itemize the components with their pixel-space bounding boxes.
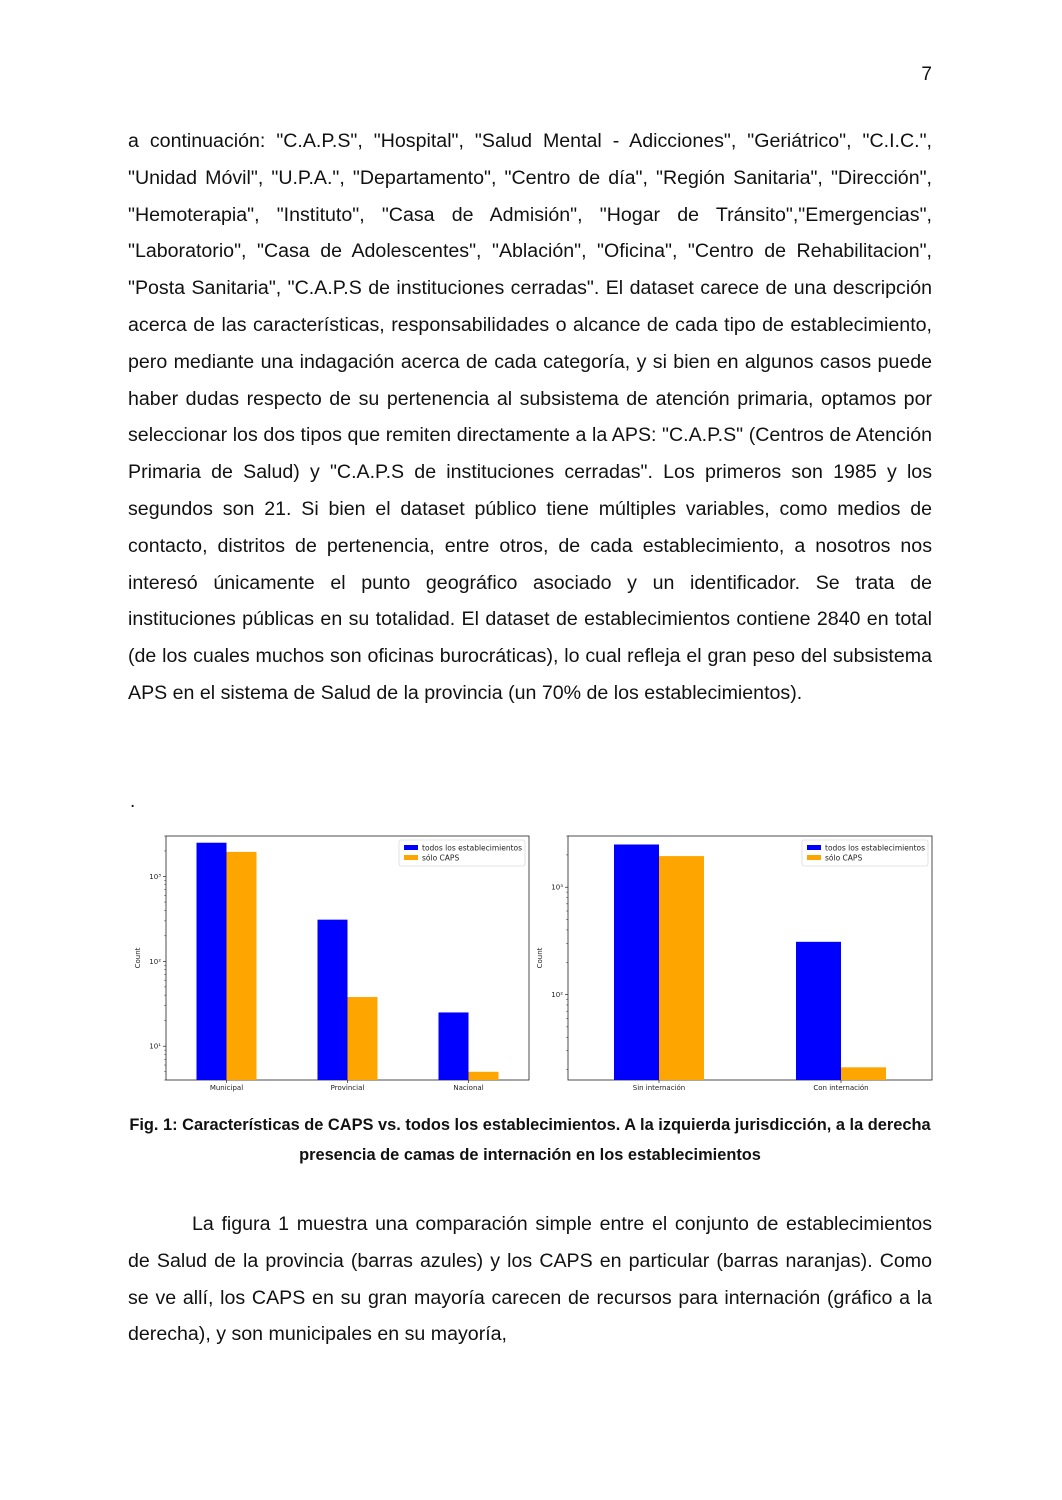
- bar-todos-1: [318, 920, 348, 1080]
- legend-label-0: todos los establecimientos: [422, 843, 523, 853]
- legend-swatch-0: [807, 845, 821, 850]
- legend-swatch-1: [807, 855, 821, 860]
- bar-caps-1: [348, 997, 378, 1080]
- bar-todos-2: [439, 1012, 469, 1080]
- chart-jurisdiccion-svg: [128, 828, 530, 1096]
- x-tick-label: Sin internación: [632, 1084, 686, 1092]
- legend-swatch-0: [404, 845, 418, 850]
- chart-internacion: [530, 828, 934, 1096]
- figure-caption: Fig. 1: Características de CAPS vs. todos los establecimientos. A la izquierda jurisdicción, a la derecha presencia de camas de internación en los establecimientos: [129, 1116, 931, 1164]
- bar-caps-0: [659, 856, 704, 1080]
- bar-caps-0: [227, 852, 257, 1080]
- y-tick-label: 10³: [149, 872, 161, 881]
- x-tick-label: Nacional: [453, 1084, 484, 1092]
- body-paragraph-1: a continuación: "C.A.P.S", "Hospital", "Salud Mental - Adicciones", "Geriátrico", "C.I.C.", "Unidad Móvil", "U.P.A.", "Departamento", "Centro de día", "Región Sanitaria", "Dirección", "Hemoterapia", "Instituto", "Casa de Admisión", "Hogar de Tránsito","Emergencias", "Laboratorio", "Casa de Adolescentes", "Ablación", "Oficina", "Centro de Rehabilitacion", "Posta Sanitaria", "C.A.P.S de instituciones cerradas". El dataset carece de una descripción acerca de las características, responsabilidades o alcance de cada tipo de establecimiento, pero mediante una indagación acerca de cada categoría, y si bien en algunos casos puede haber dudas respecto de su pertenencia al subsistema de atención primaria, optamos por seleccionar los dos tipos que remiten directamente a la APS: "C.A.P.S" (Centros de Atención Primaria de Salud) y "C.A.P.S de instituciones cerradas". Los primeros son 1985 y los segundos son 21. Si bien el dataset público tiene múltiples variables, como medios de contacto, distritos de pertenencia, entre otros, de cada establecimiento, a nosotros nos interesó únicamente el punto geográfico asociado y un identificador. Se trata de instituciones públicas en su totalidad. El dataset de establecimientos contiene 2840 en total (de los cuales muchos son oficinas burocráticas), lo cual refleja el gran peso del subsistema APS en el sistema de Salud de la provincia (un 70% de los establecimientos).: [128, 130, 932, 704]
- chart-jurisdiccion: [128, 828, 530, 1096]
- y-tick-label: 10²: [551, 991, 563, 1000]
- y-axis-label: Count: [536, 947, 544, 969]
- bar-caps-2: [469, 1072, 499, 1080]
- legend-label-1: sólo CAPS: [825, 853, 863, 863]
- legend-label-0: todos los establecimientos: [825, 843, 926, 853]
- y-tick-label: 10³: [551, 883, 563, 892]
- x-tick-label: Municipal: [209, 1084, 244, 1092]
- chart-internacion-svg: [530, 828, 934, 1096]
- y-axis-label: Count: [134, 947, 142, 969]
- stray-dot: .: [130, 791, 136, 812]
- y-tick-label: 10¹: [149, 1042, 161, 1051]
- bar-todos-0: [614, 844, 659, 1080]
- legend-swatch-1: [404, 855, 418, 860]
- x-tick-label: Con internación: [813, 1084, 869, 1092]
- legend-label-1: sólo CAPS: [422, 853, 460, 863]
- bar-todos-0: [197, 843, 227, 1080]
- y-tick-label: 10²: [149, 957, 161, 966]
- bar-caps-1: [841, 1067, 886, 1080]
- page-number: 7: [921, 64, 932, 85]
- body-paragraph-2: La figura 1 muestra una comparación simple entre el conjunto de establecimientos de Salud de la provincia (barras azules) y los CAPS en particular (barras naranjas). Como se ve allí, los CAPS en su gran mayoría carecen de recursos para internación (gráfico a la derecha), y son municipales en su mayoría,: [128, 1213, 932, 1346]
- bar-todos-1: [796, 942, 841, 1080]
- x-tick-label: Provincial: [330, 1084, 365, 1092]
